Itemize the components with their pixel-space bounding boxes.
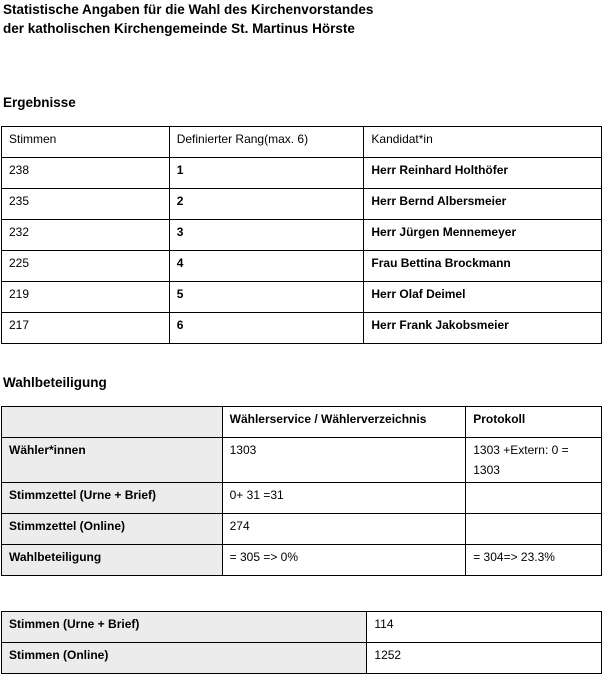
rank-cell: 6: [169, 313, 364, 344]
table-row: [2, 158, 602, 189]
votes-cell: 217: [2, 313, 170, 344]
results-table: [1, 126, 602, 344]
turnout-table: [1, 406, 602, 576]
header-votes: Stimmen: [2, 127, 170, 158]
row-label: Stimmen (Urne + Brief): [2, 612, 367, 643]
candidate-cell: Herr Frank Jakobsmeier: [364, 313, 602, 344]
header-candidate: Kandidat*in: [364, 127, 602, 158]
header-rank: Definierter Rang(max. 6): [169, 127, 364, 158]
value-cell: 1252: [367, 643, 602, 674]
row-label: Stimmen (Online): [2, 643, 367, 674]
row-label: Stimmzettel (Online): [2, 514, 223, 545]
rank-cell: 2: [169, 189, 364, 220]
table-row: [2, 220, 602, 251]
rank-cell: 3: [169, 220, 364, 251]
title-line-1: Statistische Angaben für die Wahl des Kirchenvorstandes: [3, 2, 374, 17]
candidate-cell: Herr Olaf Deimel: [364, 282, 602, 313]
table-row: [2, 438, 602, 483]
table-row: [2, 545, 602, 576]
protocol-cell: [466, 514, 602, 545]
header-service: Wählerservice / Wählerverzeichnis: [222, 407, 466, 438]
candidate-cell: Herr Jürgen Mennemeyer: [364, 220, 602, 251]
service-cell: = 305 => 0%: [222, 545, 466, 576]
header-protocol: Protokoll: [466, 407, 602, 438]
results-heading: Ergebnisse: [3, 95, 76, 110]
votes-cell: 219: [2, 282, 170, 313]
votes-cell: 238: [2, 158, 170, 189]
table-row: [2, 282, 602, 313]
table-row: [2, 514, 602, 545]
rank-cell: 1: [169, 158, 364, 189]
service-cell: 274: [222, 514, 466, 545]
candidate-cell: Herr Bernd Albersmeier: [364, 189, 602, 220]
protocol-cell: = 304=> 23.3%: [466, 545, 602, 576]
votes-table: [1, 611, 602, 674]
rank-cell: 5: [169, 282, 364, 313]
row-label: Stimmzettel (Urne + Brief): [2, 483, 223, 514]
results-header-row: [2, 127, 602, 158]
candidate-cell: Frau Bettina Brockmann: [364, 251, 602, 282]
table-row: [2, 189, 602, 220]
turnout-header-row: [2, 407, 602, 438]
votes-cell: 225: [2, 251, 170, 282]
table-row: [2, 643, 602, 674]
row-label: Wähler*innen: [2, 438, 223, 483]
table-row: [2, 313, 602, 344]
protocol-cell: [466, 483, 602, 514]
table-row: [2, 612, 602, 643]
table-row: [2, 251, 602, 282]
votes-cell: 232: [2, 220, 170, 251]
service-cell: 1303: [222, 438, 466, 483]
value-cell: 114: [367, 612, 602, 643]
service-cell: 0+ 31 =31: [222, 483, 466, 514]
protocol-cell: 1303 +Extern: 0 = 1303: [466, 438, 602, 483]
document-title: [3, 0, 373, 38]
title-line-2: der katholischen Kirchengemeinde St. Martinus Hörste: [3, 21, 355, 36]
header-empty: [2, 407, 223, 438]
votes-cell: 235: [2, 189, 170, 220]
candidate-cell: Herr Reinhard Holthöfer: [364, 158, 602, 189]
table-row: [2, 483, 602, 514]
rank-cell: 4: [169, 251, 364, 282]
row-label: Wahlbeteiligung: [2, 545, 223, 576]
turnout-heading: Wahlbeteiligung: [3, 375, 107, 390]
